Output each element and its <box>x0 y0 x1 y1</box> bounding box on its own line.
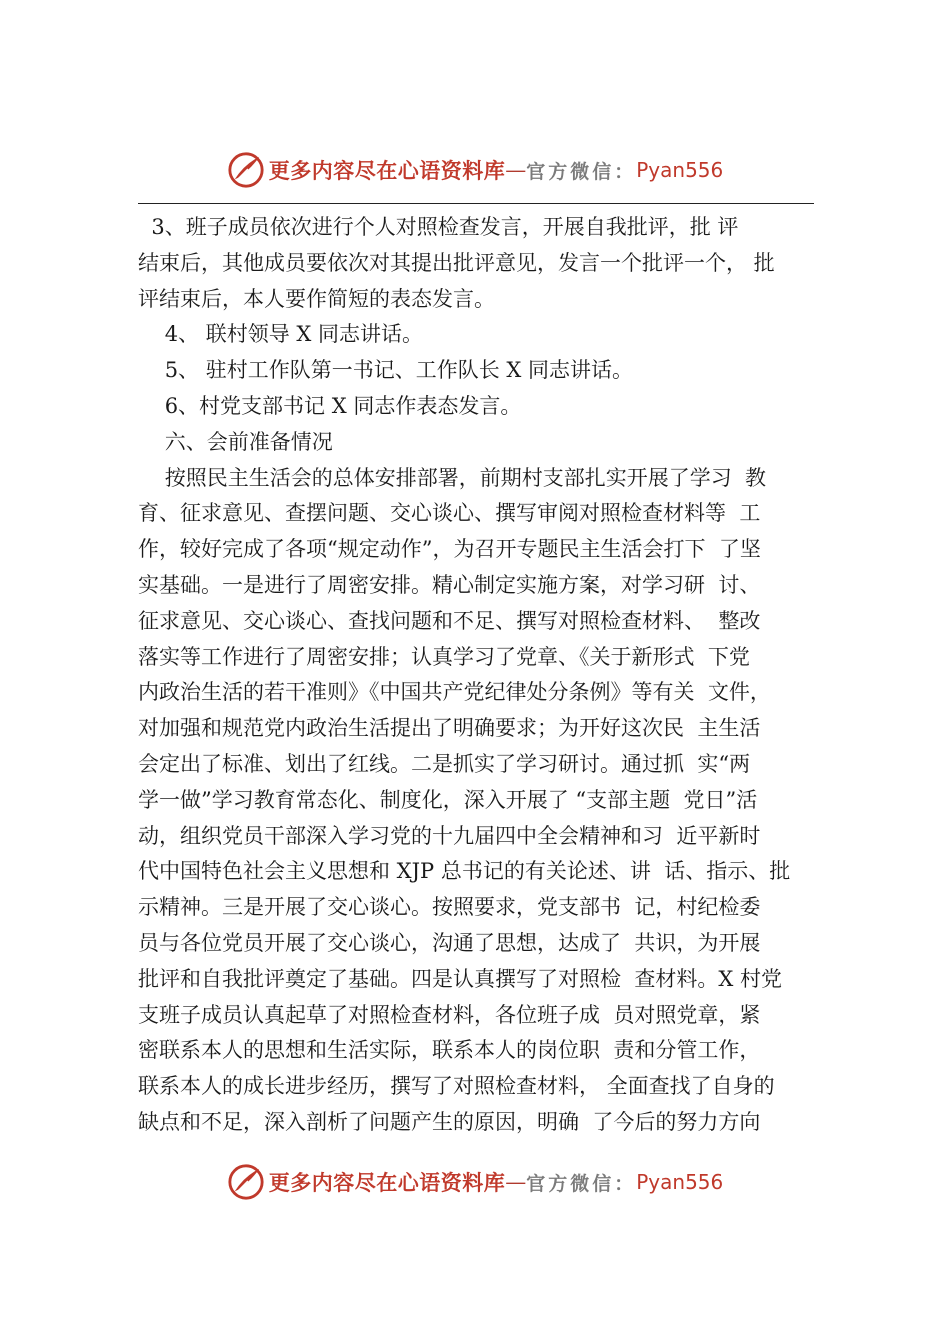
body-line: 六、会前准备情况 <box>138 429 333 454</box>
footer-wechat-label: 官方微信： <box>526 1172 637 1195</box>
body-line: 作，较好完成了各项“规定动作”，为召开专题民主生活会打下 了坚 <box>138 537 761 562</box>
body-line: 会定出了标准、划出了红线。二是抓实了学习研讨。通过抓 实“两 <box>138 751 751 776</box>
body-line: 评结束后，本人要作简短的表态发言。 <box>138 286 495 311</box>
body-line: 实基础。一是进行了周密安排。精心制定实施方案，对学习研 讨、 <box>138 572 761 597</box>
body-line: 缺点和不足，深入剖析了问题产生的原因，明确 了今后的努力方向 <box>138 1109 761 1134</box>
body-line: 员与各位党员开展了交心谈心，沟通了思想，达成了 共识，为开展 <box>138 930 761 955</box>
body-line: 3、班子成员依次进行个人对照检查发言，开展自我批评，批 评 <box>138 215 739 239</box>
document-body <box>138 210 828 1141</box>
body-line: 代中国特色社会主义思想和 XJP 总书记的有关论述、讲 话、指示、批 <box>138 859 791 884</box>
header-wechat-label: 官方微信： <box>526 160 637 183</box>
body-line: 结束后，其他成员要依次对其提出批评意见，发言一个批评一个， 批 <box>138 250 775 275</box>
body-line: 内政治生活的若干准则》《中国共产党纪律处分条例》等有关 文件， <box>138 680 771 705</box>
body-line: 6、村党支部书记 X 同志作表态发言。 <box>138 393 522 418</box>
header-site-text: 更多内容尽在心语资料库 <box>268 158 506 183</box>
footer-dash: — <box>505 1170 527 1194</box>
header-wechat-id: Pyan556 <box>636 158 724 182</box>
body-line: 育、征求意见、查摆问题、交心谈心、撰写审阅对照检查材料等 工 <box>138 501 761 526</box>
header-banner <box>0 150 950 190</box>
body-line: 支班子成员认真起草了对照检查材料，各位班子成 员对照党章，紧 <box>138 1002 761 1027</box>
header-divider <box>138 203 814 204</box>
body-line: 联系本人的成长进步经历，撰写了对照检查材料， 全面查找了自身的 <box>138 1074 775 1099</box>
body-line: 5、 驻村工作队第一书记、工作队长 X 同志讲话。 <box>138 358 634 383</box>
body-line: 学一做”学习教育常态化、制度化，深入开展了 “支部主题 党日”活 <box>138 787 758 812</box>
body-line: 示精神。三是开展了交心谈心。按照要求，党支部书 记，村纪检委 <box>138 895 761 920</box>
body-line: 按照民主生活会的总体安排部署，前期村支部扎实开展了学习 教 <box>138 465 767 490</box>
body-line: 4、 联村领导 X 同志讲话。 <box>138 322 424 347</box>
footer-site-text: 更多内容尽在心语资料库 <box>268 1170 506 1195</box>
header-dash: — <box>505 158 527 182</box>
quill-logo-icon <box>227 151 265 189</box>
body-line: 对加强和规范党内政治生活提出了明确要求；为开好这次民 主生活 <box>138 716 761 741</box>
body-line: 落实等工作进行了周密安排；认真学习了党章、《关于新形式 下党 <box>138 644 750 669</box>
body-line: 征求意见、交心谈心、查找问题和不足、撰写对照检查材料、 整改 <box>138 608 761 633</box>
body-line: 动，组织党员干部深入学习党的十九届四中全会精神和习 近平新时 <box>138 823 761 848</box>
body-line: 密联系本人的思想和生活实际，联系本人的岗位职 责和分管工作， <box>138 1038 761 1063</box>
footer-wechat-id: Pyan556 <box>636 1170 724 1194</box>
footer-banner <box>0 1162 950 1202</box>
quill-logo-icon <box>227 1163 265 1201</box>
body-line: 批评和自我批评奠定了基础。四是认真撰写了对照检 查材料。X 村党 <box>138 966 782 991</box>
